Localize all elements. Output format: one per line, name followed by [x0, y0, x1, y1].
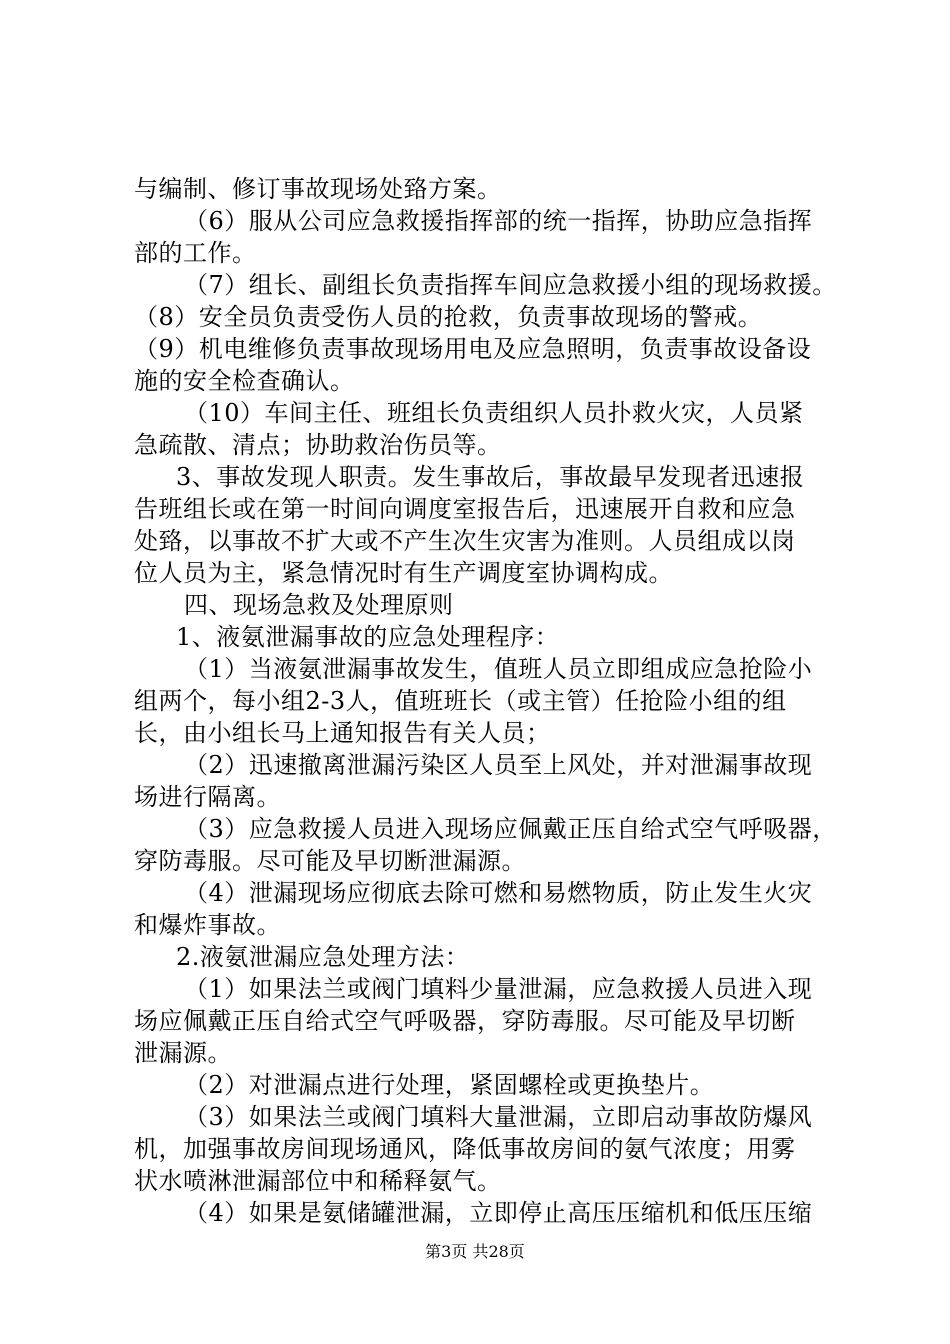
text-line: （9）机电维修负责事故现场用电及应急照明，负责事故设备设	[134, 335, 812, 363]
text-line: （1）如果法兰或阀门填料少量泄漏，应急救援人员进入现	[184, 975, 813, 1003]
text-line: 施的安全检查确认。	[134, 367, 355, 395]
section-heading: 四、现场急救及处理原则	[184, 591, 454, 619]
text-line: （2）迅速撤离泄漏污染区人员至上风处，并对泄漏事故现	[184, 751, 813, 779]
subsection-heading: 1、液氨泄漏事故的应急处理程序：	[176, 623, 560, 651]
text-line: 场进行隔离。	[134, 783, 281, 811]
text-line: （3）如果法兰或阀门填料大量泄漏，立即启动事故防爆风	[184, 1103, 813, 1131]
text-line: 状水喷淋泄漏部位中和稀释氨气。	[134, 1167, 502, 1195]
text-line: 场应佩戴正压自给式空气呼吸器，穿防毒服。尽可能及早切断	[134, 1007, 796, 1035]
text-line: （1）当液氨泄漏事故发生，值班人员立即组成应急抢险小	[184, 655, 813, 683]
text-line: 组两个，每小组2-3人，值班班长（或主管）任抢险小组的组	[134, 687, 787, 715]
text-line: （3）应急救援人员进入现场应佩戴正压自给式空气呼吸器，	[184, 815, 837, 843]
text-line: 与编制、修订事故现场处臵方案。	[134, 175, 502, 203]
text-line: 穿防毒服。尽可能及早切断泄漏源。	[134, 847, 526, 875]
text-line: （4）泄漏现场应彻底去除可燃和易燃物质，防止发生火灾	[184, 879, 813, 907]
text-line: 3、事故发现人职责。发生事故后，事故最早发现者迅速报	[176, 463, 805, 491]
text-line: （8）安全员负责受伤人员的抢救，负责事故现场的警戒。	[134, 303, 763, 331]
text-line: 位人员为主，紧急情况时有生产调度室协调构成。	[134, 559, 673, 587]
text-line: （2）对泄漏点进行处理，紧固螺栓或更换垫片。	[184, 1071, 715, 1099]
text-line: 处臵，以事故不扩大或不产生次生灾害为准则。人员组成以岗	[134, 527, 796, 555]
text-line: 长，由小组长马上通知报告有关人员；	[134, 719, 551, 747]
page-footer: 第3页 共28页	[425, 1242, 525, 1261]
text-line: （10）车间主任、班组长负责组织人员扑救火灾，人员紧	[184, 399, 804, 427]
text-line: 部的工作。	[134, 239, 257, 267]
subsection-heading: 2.液氨泄漏应急处理方法：	[176, 943, 470, 971]
text-line: 机，加强事故房间现场通风，降低事故房间的氨气浓度；用雾	[134, 1135, 796, 1163]
text-line: （4）如果是氨储罐泄漏，立即停止高压压缩机和低压压缩	[184, 1199, 813, 1227]
text-line: （6）服从公司应急救援指挥部的统一指挥，协助应急指挥	[184, 207, 813, 235]
text-line: 和爆炸事故。	[134, 911, 281, 939]
text-line: 泄漏源。	[134, 1039, 232, 1067]
text-line: 急疏散、清点；协助救治伤员等。	[134, 431, 502, 459]
text-line: （7）组长、副组长负责指挥车间应急救援小组的现场救援。	[184, 271, 837, 299]
text-line: 告班组长或在第一时间向调度室报告后，迅速展开自救和应急	[134, 495, 796, 523]
